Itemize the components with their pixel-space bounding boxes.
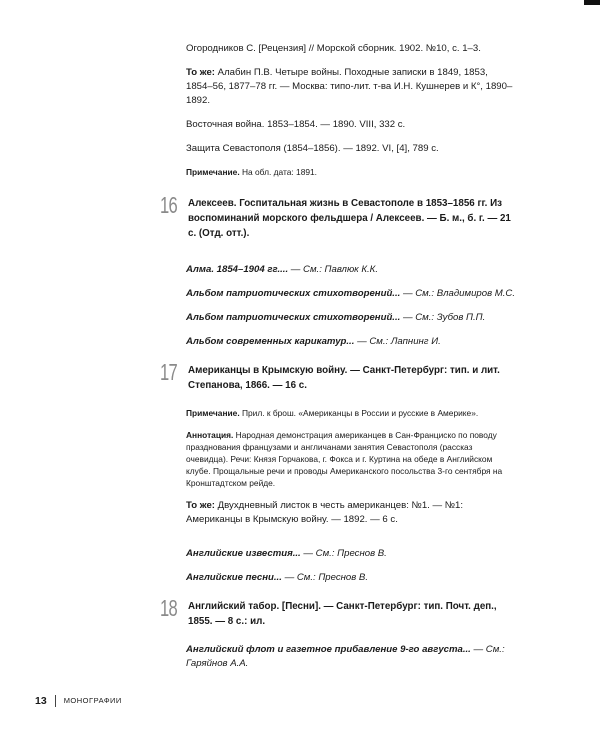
ref-see: — См.: Зубов П.П.: [400, 312, 486, 323]
note-text: Прил. к брош. «Американцы в России и русские в Америке».: [239, 408, 479, 418]
ref-see: — См.: Владимиров М.С.: [400, 288, 516, 299]
note-text: На обл. дата: 1891.: [239, 167, 317, 177]
same-label: То же:: [186, 67, 215, 78]
bib-line: Защита Севастополя (1854–1856). — 1892. VI, [4], 789 с.: [186, 143, 439, 154]
entry-number: 17: [160, 359, 177, 385]
ref-title: Английский флот и газетное прибавление 9-го августа...: [186, 644, 471, 655]
cross-ref: [186, 643, 516, 671]
bib-line-same: [186, 66, 516, 108]
entry-title: Алексеев. Госпитальная жизнь в Севастополе в 1853–1856 гг. Из воспоминаний морского фельдшера / Алексеев. — Б. м., б. г. — 21 с. (Отд. отт.).: [188, 198, 511, 239]
ref-see: — См.: Преснов В.: [300, 548, 387, 559]
ref-see: — См.: Лапнинг И.: [354, 336, 441, 347]
page-number: 13: [35, 695, 47, 707]
same-text: Двухдневный листок в честь американцев: №1. — №1: Американцы в Крымскую войну. — 1892. — 6 с.: [186, 500, 464, 525]
ref-title: Альбом патриотических стихотворений...: [186, 288, 401, 299]
cross-ref: [186, 547, 516, 561]
page-footer: [35, 694, 122, 708]
bib-line: Огородников С. [Рецензия] // Морской сборник. 1902. №10, с. 1–3.: [186, 43, 481, 54]
section-name: МОНОГРАФИИ: [63, 696, 122, 705]
note-label: Примечание.: [186, 408, 240, 418]
ref-title: Английские песни...: [186, 572, 282, 583]
entry-title: Английский табор. [Песни]. — Санкт-Петербург: тип. Почт. деп., 1855. — 8 с.: ил.: [188, 601, 497, 627]
entry-18: [160, 595, 516, 629]
ref-see: — См.: Гаряйнов А.А.: [186, 644, 505, 669]
entry-number: 16: [160, 192, 177, 218]
ref-title: Альбом патриотических стихотворений...: [186, 312, 401, 323]
note-label: Примечание.: [186, 167, 240, 177]
note-line: [186, 166, 516, 178]
cross-ref: [186, 311, 516, 325]
ref-see: — См.: Преснов В.: [281, 572, 368, 583]
ref-title: Английские известия...: [186, 548, 301, 559]
annotation-label: Аннотация.: [186, 430, 234, 440]
cross-ref: [186, 571, 516, 585]
entry-16: [160, 192, 516, 241]
cross-ref: [186, 335, 516, 349]
annotation: [186, 429, 516, 489]
same-label: То же:: [186, 500, 215, 511]
entry-title: Американцы в Крымскую войну. — Санкт-Петербург: тип. и лит. Степанова, 1866. — 16 с.: [188, 365, 500, 391]
corner-mark: [584, 0, 600, 5]
entry-number: 18: [160, 595, 177, 621]
footer-divider: [55, 695, 56, 707]
ref-title: Альбом современных карикатур...: [186, 336, 355, 347]
bib-line-same: [186, 499, 516, 527]
cross-ref: [186, 263, 516, 277]
note-line: [186, 407, 516, 419]
page-content: [160, 42, 516, 681]
entry-17: [160, 359, 516, 393]
bib-line: Восточная война. 1853–1854. — 1890. VIII, 332 с.: [186, 119, 406, 130]
ref-see: — См.: Павлюк К.К.: [288, 264, 378, 275]
ref-title: Алма. 1854–1904 гг....: [186, 264, 289, 275]
annotation-text: Народная демонстрация американцев в Сан-Франциско по поводу празднования французами и англичанами занятия Севастополя (рассказ очевидца). Речи: Князя Горчакова, г. Фокса и г. Куртина на обеде в Английском клубе. Прощальные речи и проводы Американского посольства 3-го сентября на Кронштадтском рейде.: [186, 430, 503, 488]
cross-ref: [186, 287, 516, 301]
same-text: Алабин П.В. Четыре войны. Походные записки в 1849, 1853, 1854–56, 1877–78 гг. — Москва: типо-лит. т-ва И.Н. Кушнерев и К°, 1890–1892.: [186, 67, 513, 106]
